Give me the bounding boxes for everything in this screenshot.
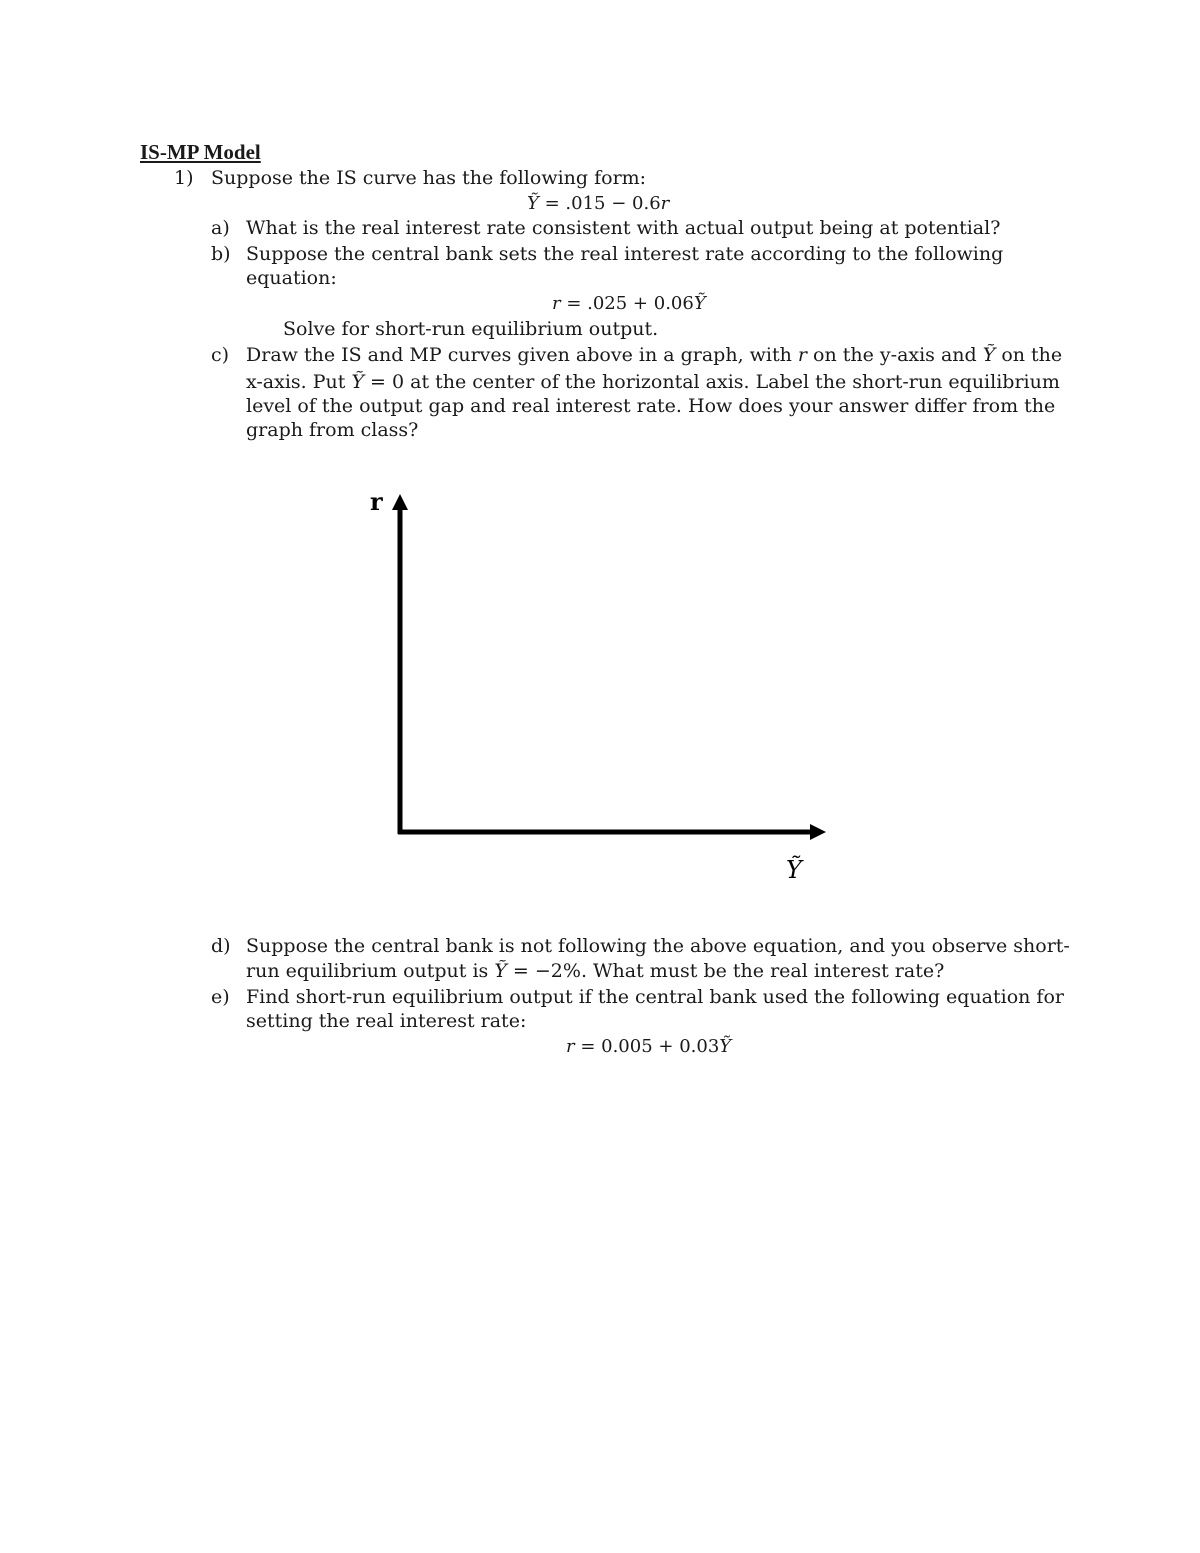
question-1-intro: Suppose the IS curve has the following form: bbox=[211, 167, 647, 189]
part-c-label: c) bbox=[211, 344, 230, 366]
is-equation-body: = .015 − 0.6 bbox=[538, 193, 661, 214]
page-title: IS-MP Model bbox=[140, 140, 261, 164]
alt-mp-equation bbox=[566, 1036, 731, 1057]
part-a-text: What is the real interest rate consistent with actual output being at potential? bbox=[246, 217, 1001, 239]
mp-equation-body: = .025 + 0.06 bbox=[560, 293, 694, 314]
mp-curve-equation bbox=[552, 293, 706, 314]
part-c-line-4: graph from class? bbox=[246, 419, 419, 441]
part-c-line-1 bbox=[246, 343, 1062, 367]
output-gap-symbol: Ỹ bbox=[351, 371, 364, 393]
part-c-line-2-b: = 0 at the center of the horizontal axis. Label the short-run equilibrium bbox=[364, 371, 1060, 393]
output-gap-symbol: Ỹ bbox=[982, 344, 996, 366]
part-b-line-1: Suppose the central bank sets the real interest rate according to the following bbox=[246, 243, 1004, 265]
output-gap-symbol: Ỹ bbox=[527, 193, 539, 214]
x-axis-label: Ỹ bbox=[786, 856, 802, 884]
question-1-number: 1) bbox=[174, 167, 194, 189]
x-axis-arrowhead bbox=[810, 824, 826, 840]
part-e-line-2: setting the real interest rate: bbox=[246, 1010, 527, 1032]
output-gap-symbol: Ỹ bbox=[494, 960, 507, 982]
interest-rate-symbol: r bbox=[566, 1036, 575, 1057]
interest-rate-symbol: r bbox=[552, 293, 561, 314]
part-a-label: a) bbox=[211, 217, 230, 239]
y-axis-label: r bbox=[370, 487, 383, 516]
part-b-followup: Solve for short-run equilibrium output. bbox=[283, 318, 659, 340]
part-c-line-1-c: on the bbox=[995, 344, 1063, 366]
part-e-line-1: Find short-run equilibrium output if the central bank used the following equation for bbox=[246, 986, 1064, 1008]
part-d-line-2-a: run equilibrium output is bbox=[246, 960, 495, 982]
part-c-line-2 bbox=[246, 370, 1060, 394]
part-c-line-3: level of the output gap and real interest rate. How does your answer differ from the bbox=[246, 395, 1056, 417]
blank-is-mp-graph bbox=[360, 480, 840, 890]
y-axis-arrowhead bbox=[392, 494, 408, 510]
part-d-label: d) bbox=[211, 935, 231, 957]
part-d-line-1: Suppose the central bank is not following the above equation, and you observe short- bbox=[246, 935, 1070, 957]
part-e-label: e) bbox=[211, 986, 230, 1008]
interest-rate-symbol: r bbox=[660, 193, 670, 214]
alt-mp-equation-body: = 0.005 + 0.03 bbox=[574, 1036, 720, 1057]
output-gap-symbol: Ỹ bbox=[719, 1036, 732, 1057]
part-b-line-2: equation: bbox=[246, 267, 337, 289]
part-c-line-1-b: on the y-axis and bbox=[807, 344, 983, 366]
part-d-line-2 bbox=[246, 959, 944, 983]
part-c-line-2-a: x-axis. Put bbox=[246, 371, 352, 393]
part-b-label: b) bbox=[211, 243, 231, 265]
is-curve-equation bbox=[527, 193, 669, 214]
part-c-line-1-a: Draw the IS and MP curves given above in a graph, with bbox=[246, 344, 798, 366]
output-gap-symbol: Ỹ bbox=[693, 293, 706, 314]
part-d-line-2-c: . What must be the real interest rate? bbox=[580, 960, 945, 982]
interest-rate-symbol: r bbox=[797, 344, 807, 366]
part-d-line-2-b: = −2% bbox=[506, 960, 581, 982]
